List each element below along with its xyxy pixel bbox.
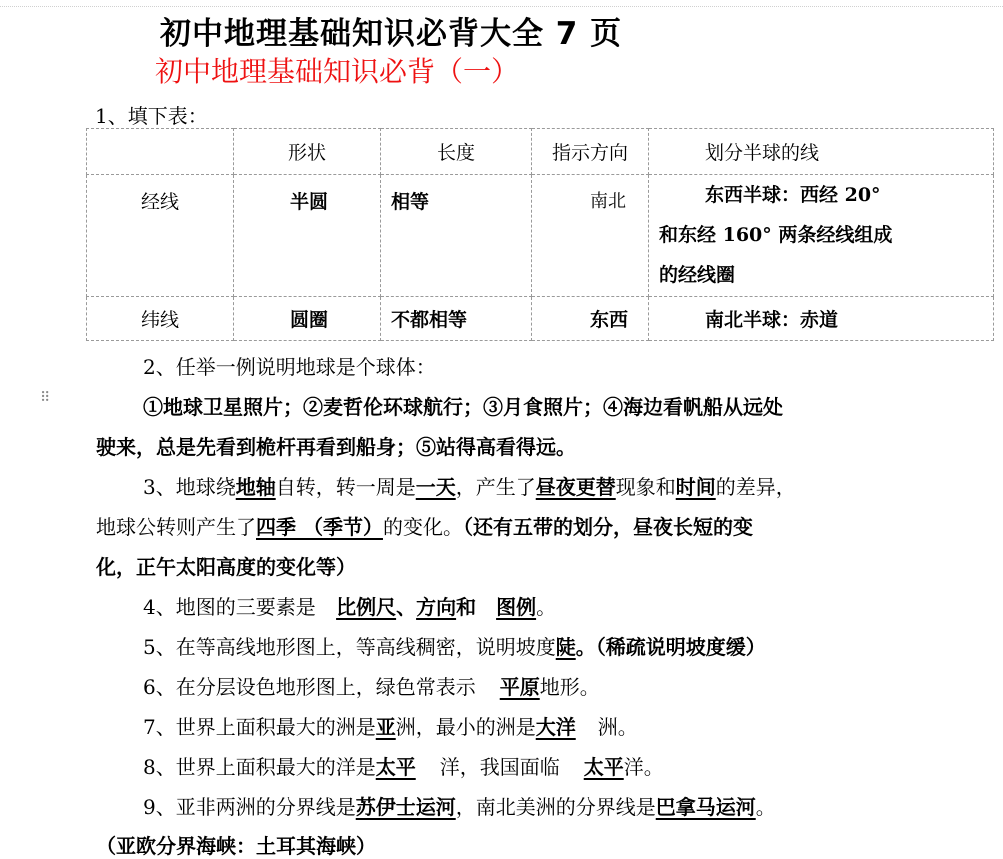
table-header-cell: 形状 [234, 129, 381, 175]
q4-text: 、 [396, 595, 417, 619]
q8-text: 8、世界上面积最大的洋是 [143, 755, 376, 779]
question-2-answer-line-1: ①地球卫星照片；②麦哲伦环球航行；③月食照片；④海边看帆船从远处 [143, 395, 783, 419]
table-header-cell: 划分半球的线 [649, 129, 994, 175]
table-cell-divide: 南北半球：赤道 [649, 297, 994, 341]
q4-text: 4、地图的三要素是 [143, 595, 316, 619]
q5-note: 。（稀疏说明坡度缓） [575, 635, 766, 659]
q8-text: 洋。 [623, 755, 664, 779]
q3-answer: 地轴 [235, 475, 276, 499]
q4-answer: 图例 [496, 595, 537, 619]
q9-answer: 苏伊士运河 [355, 795, 456, 819]
q3-answer: 时间 [675, 475, 716, 499]
table-row [87, 175, 994, 297]
page-top-margin-line [0, 0, 1003, 7]
question-2-answer-line-2: 驶来，总是先看到桅杆再看到船身；⑤站得高看得远。 [96, 435, 576, 459]
question-8 [143, 751, 664, 780]
table-cell-length: 不都相等 [381, 297, 532, 341]
table-cell-direction: 东西 [532, 297, 649, 341]
q3-text: 地球公转则产生了 [96, 515, 256, 539]
question-9 [143, 791, 776, 820]
q4-answer: 比例尺 [336, 595, 397, 619]
q4-text: 。 [536, 595, 557, 619]
table-cell-name: 纬线 [87, 297, 234, 341]
q3-text: 自转，转一周是 [275, 475, 416, 499]
question-3-line-1 [143, 471, 796, 500]
table-cell-length: 相等 [381, 175, 532, 297]
table-header-cell: 指示方向 [532, 129, 649, 175]
q3-answer: 四季 （季节） [256, 515, 383, 539]
q4-answer: 方向 [416, 595, 457, 619]
table-cell-divide [649, 175, 994, 297]
q7-text: 洲。 [597, 715, 638, 739]
q3-text: 的差异， [715, 475, 796, 499]
question-3-line-2 [96, 511, 753, 540]
divide-line: 的经线圈 [659, 264, 736, 286]
q3-text: 的变化。 [382, 515, 463, 539]
question-5 [143, 631, 766, 660]
question-2-text: 2、任举一例说明地球是个球体： [143, 355, 436, 379]
q7-answer: 亚 [375, 715, 396, 739]
question-3-line-3: 化，正午太阳高度的变化等） [96, 555, 356, 579]
table-cell-name: 经线 [87, 175, 234, 297]
q4-text: 和 [456, 595, 477, 619]
question-7 [143, 711, 638, 740]
question-9-note: （亚欧分界海峡：土耳其海峡） [96, 834, 376, 858]
q9-text: 。 [755, 795, 776, 819]
table-row [87, 297, 994, 341]
q9-text: ，南北美洲的分界线是 [455, 795, 656, 819]
table-header-row [87, 129, 994, 175]
q5-answer: 陡 [555, 635, 576, 659]
q3-answer: 昼夜更替 [535, 475, 616, 499]
q3-answer: 一天 [415, 475, 456, 499]
table-cell-shape: 圆圈 [234, 297, 381, 341]
q7-text: 7、世界上面积最大的洲是 [143, 715, 376, 739]
q7-answer: 大洋 [535, 715, 576, 739]
drag-handle-icon[interactable]: ⠿ [40, 390, 51, 406]
q8-text: 洋，我国面临 [439, 755, 560, 779]
table-header-cell [87, 129, 234, 175]
q7-text: 洲，最小的洲是 [395, 715, 536, 739]
divide-line: 东西半球：西经 20° [705, 184, 881, 206]
q9-text: 9、亚非两洲的分界线是 [143, 795, 356, 819]
divide-line: 和东经 160° 两条经线组成 [659, 224, 893, 246]
q6-answer: 平原 [499, 675, 540, 699]
q6-text: 6、在分层设色地形图上，绿色常表示 [143, 675, 476, 699]
q9-answer: 巴拿马运河 [655, 795, 756, 819]
q5-text: 5、在等高线地形图上，等高线稠密，说明坡度 [143, 635, 556, 659]
q8-answer: 太平 [375, 755, 416, 779]
latitude-longitude-table [86, 128, 994, 341]
document-subtitle: 初中地理基础知识必背（一） [155, 55, 520, 88]
question-4 [143, 591, 556, 620]
q8-answer: 太平 [583, 755, 624, 779]
q6-text: 地形。 [539, 675, 600, 699]
question-1-label: 1、填下表： [95, 104, 208, 128]
document-title: 初中地理基础知识必背大全 7 页 [160, 16, 623, 52]
table-header-cell: 长度 [381, 129, 532, 175]
q3-text: 3、地球绕 [143, 475, 236, 499]
table-cell-direction: 南北 [532, 175, 649, 297]
table-cell-shape: 半圆 [234, 175, 381, 297]
question-6 [143, 671, 600, 700]
q3-text: ，产生了 [455, 475, 536, 499]
q3-text: 现象和 [615, 475, 676, 499]
q3-note: （还有五带的划分，昼夜长短的变 [462, 515, 753, 539]
